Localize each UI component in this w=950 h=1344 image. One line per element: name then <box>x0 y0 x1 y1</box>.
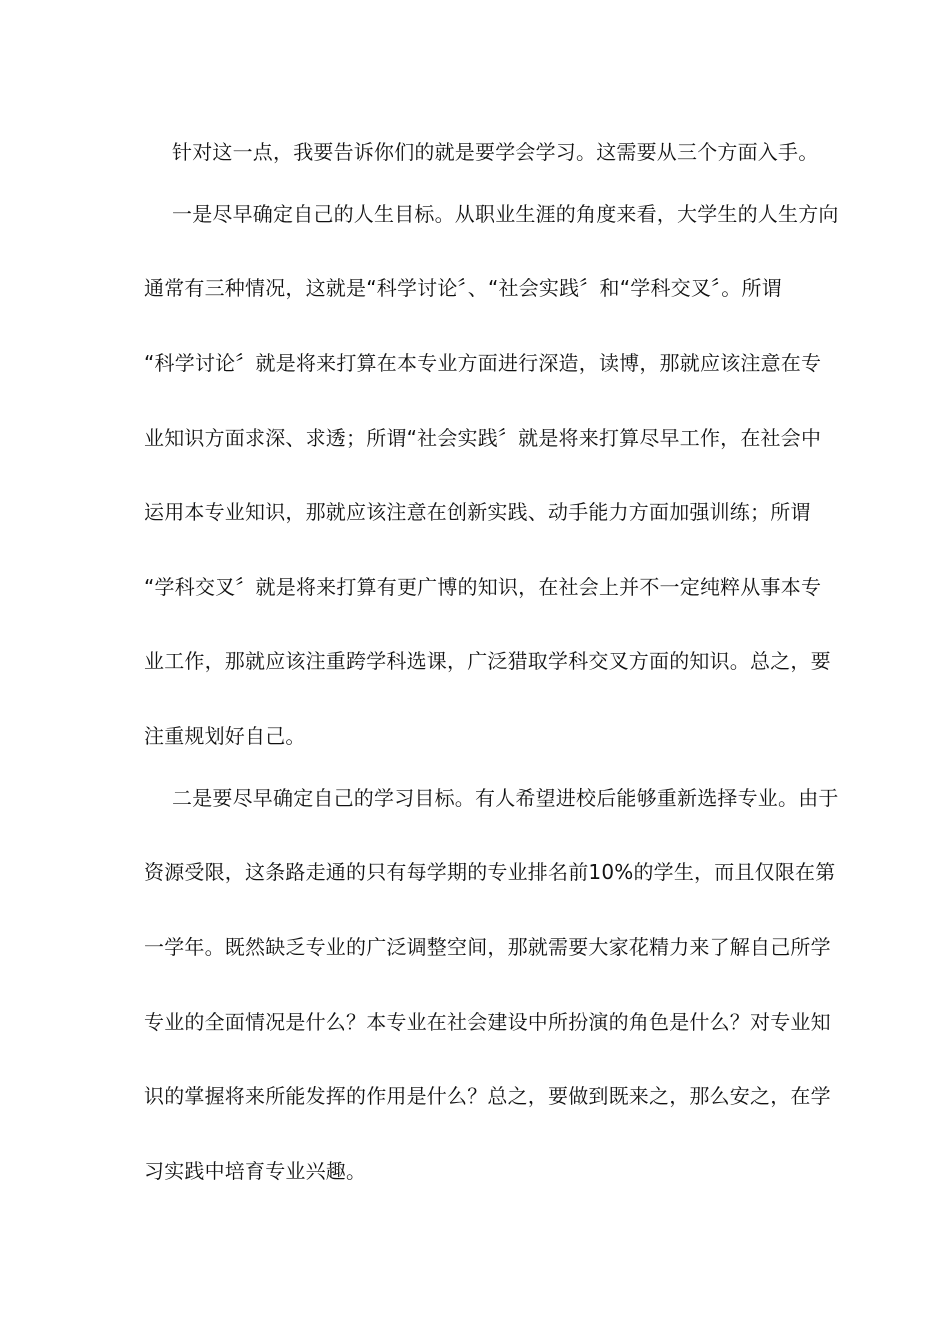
paragraph-line: 通常有三种情况，这就是“科学讨论〞、“社会实践〞和“学科交叉〞。所谓 <box>144 276 782 300</box>
paragraph-line: 针对这一点，我要告诉你们的就是要学会学习。这需要从三个方面入手。 <box>172 140 819 164</box>
paragraph-line: 二是要尽早确定自己的学习目标。有人希望进校后能够重新选择专业。由于 <box>172 786 839 810</box>
paragraph-line: 业知识方面求深、求透；所谓“社会实践〞就是将来打算尽早工作，在社会中 <box>144 426 822 450</box>
paragraph-line: 运用本专业知识，那就应该注意在创新实践、动手能力方面加强训练；所谓 <box>144 500 811 524</box>
paragraph-line: 一学年。既然缺乏专业的广泛调整空间，那就需要大家花精力来了解自己所学 <box>144 935 831 959</box>
paragraph-line: 习实践中培育专业兴趣。 <box>144 1159 367 1183</box>
paragraph-line: 识的掌握将来所能发挥的作用是什么？总之，要做到既来之，那么安之，在学 <box>144 1084 831 1108</box>
paragraph-line: 业工作，那就应该注重跨学科选课，广泛猎取学科交叉方面的知识。总之，要 <box>144 649 831 673</box>
paragraph-line: “学科交叉〞就是将来打算有更广博的知识，在社会上并不一定纯粹从事本专 <box>144 575 822 599</box>
paragraph-line: 注重规划好自己。 <box>144 724 306 748</box>
paragraph-line: 专业的全面情况是什么？本专业在社会建设中所扮演的角色是什么？对专业知 <box>144 1010 831 1034</box>
paragraph-line: “科学讨论〞就是将来打算在本专业方面进行深造，读博，那就应该注意在专 <box>144 351 822 375</box>
paragraph-line: 资源受限，这条路走通的只有每学期的专业排名前10%的学生，而且仅限在第 <box>144 860 836 884</box>
paragraph-line: 一是尽早确定自己的人生目标。从职业生涯的角度来看，大学生的人生方向 <box>172 202 839 226</box>
